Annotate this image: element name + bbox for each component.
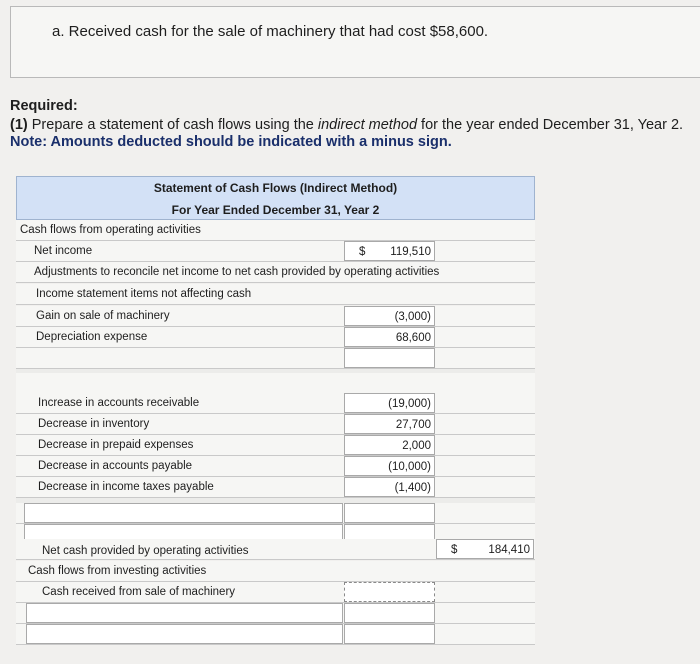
row-empty-4 <box>16 603 535 624</box>
net-operating-input[interactable] <box>436 539 534 559</box>
net-operating-value: 184,410 <box>488 544 530 556</box>
row-gain-on-sale <box>16 306 535 327</box>
change-input-2[interactable] <box>344 435 435 455</box>
problem-statement-box <box>10 6 700 78</box>
empty-input[interactable] <box>344 503 435 523</box>
net-income-label: Net income <box>34 245 93 257</box>
row-machinery-sale <box>16 582 535 603</box>
change-label-0[interactable]: Increase in accounts receivable <box>38 397 200 409</box>
row-depreciation <box>16 327 535 348</box>
problem-item-a: a. Received cash for the sale of machinery that had cost $58,600. <box>52 23 489 40</box>
adjustments-label: Adjustments to reconcile net income to net cash provided by operating activities <box>34 266 440 278</box>
row-not-affecting-cash <box>16 284 535 305</box>
empty-label-input[interactable] <box>24 503 343 523</box>
change-label-1[interactable]: Decrease in inventory <box>38 418 150 430</box>
row-adjustments <box>16 262 535 283</box>
empty-input[interactable] <box>344 603 435 623</box>
change-label-2[interactable]: Decrease in prepaid expenses <box>38 439 194 451</box>
net-income-value: 119,510 <box>390 246 431 258</box>
change-input-1[interactable] <box>344 414 435 434</box>
row-change-4 <box>16 477 535 498</box>
row-net-income <box>16 241 535 262</box>
change-input-3[interactable] <box>344 456 435 476</box>
empty-label-input[interactable] <box>26 624 343 644</box>
statement-subtitle: For Year Ended December 31, Year 2 <box>171 203 380 217</box>
machinery-sale-input[interactable] <box>344 582 435 602</box>
row-changes <box>16 372 535 393</box>
depreciation-value: 68,600 <box>395 332 431 344</box>
required-text-italic: indirect method <box>317 117 418 133</box>
row-empty-1 <box>16 348 535 369</box>
change-value-0: (19,000) <box>388 398 431 410</box>
empty-input[interactable] <box>344 348 435 368</box>
net-operating-label: Net cash provided by operating activities <box>42 545 249 557</box>
row-change-1 <box>16 414 535 435</box>
required-text-post: for the year ended December 31, Year 2. <box>417 117 684 133</box>
empty-label-input[interactable] <box>26 603 343 623</box>
required-heading: Required: <box>10 98 78 114</box>
row-empty-2 <box>16 503 535 524</box>
gain-on-sale-input[interactable] <box>344 306 435 326</box>
change-value-1: 27,700 <box>395 419 431 431</box>
net-income-currency: $ <box>359 246 366 258</box>
row-change-2 <box>16 435 535 456</box>
required-note: Note: Amounts deducted should be indicated with a minus sign. <box>10 134 452 150</box>
row-change-3 <box>16 456 535 477</box>
change-input-0[interactable] <box>344 393 435 413</box>
investing-heading: Cash flows from investing activities <box>28 565 207 577</box>
statement-title: Statement of Cash Flows (Indirect Method) <box>153 181 398 195</box>
net-operating-currency: $ <box>451 544 458 556</box>
not-affecting-cash-label: Income statement items not affecting cash <box>36 288 252 300</box>
empty-input[interactable] <box>344 624 435 644</box>
gain-on-sale-label[interactable]: Gain on sale of machinery <box>36 310 170 322</box>
row-change-0 <box>16 393 535 414</box>
row-investing-heading <box>16 561 535 582</box>
required-number: (1) <box>10 117 28 133</box>
required-text-pre: Prepare a statement of cash flows using the <box>27 117 318 133</box>
change-value-3: (10,000) <box>388 461 431 473</box>
machinery-sale-label: Cash received from sale of machinery <box>42 586 236 598</box>
statement-header <box>16 176 535 220</box>
required-instruction <box>10 117 683 133</box>
row-empty-5 <box>16 624 535 645</box>
change-label-3[interactable]: Decrease in accounts payable <box>38 460 193 472</box>
row-operating-heading <box>16 220 535 241</box>
net-income-input[interactable] <box>344 241 435 261</box>
change-value-4: (1,400) <box>394 482 431 494</box>
change-label-4[interactable]: Decrease in income taxes payable <box>38 481 214 493</box>
depreciation-input[interactable] <box>344 327 435 347</box>
row-net-operating <box>16 539 535 560</box>
depreciation-label[interactable]: Depreciation expense <box>36 331 148 343</box>
change-value-2: 2,000 <box>402 440 431 452</box>
operating-heading: Cash flows from operating activities <box>20 224 201 236</box>
change-input-4[interactable] <box>344 477 435 497</box>
cash-flow-worksheet <box>16 220 535 646</box>
gain-on-sale-value: (3,000) <box>394 311 431 323</box>
